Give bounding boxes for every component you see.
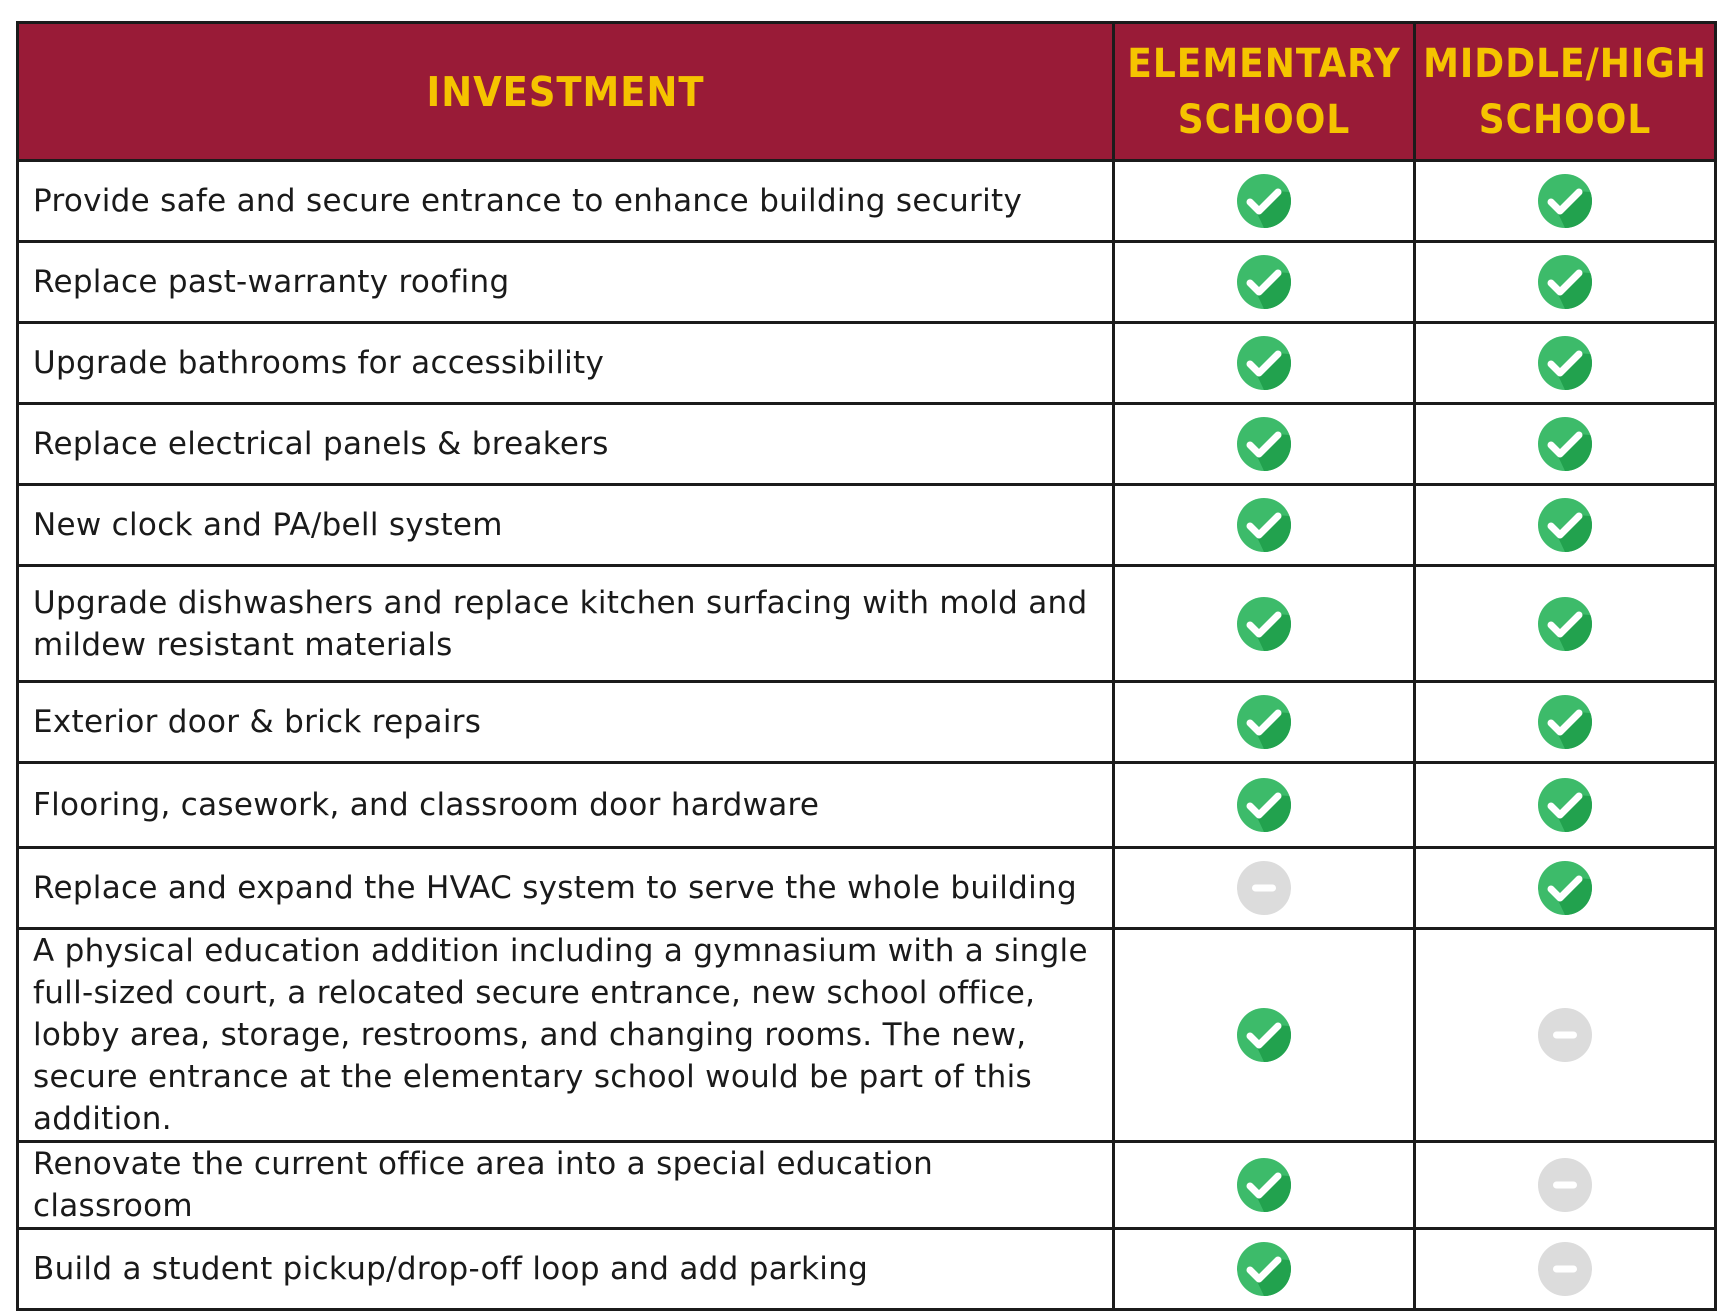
minus-icon xyxy=(1535,1155,1595,1215)
table-row xyxy=(18,485,1716,566)
check-icon xyxy=(1234,414,1294,474)
check-icon xyxy=(1234,1005,1294,1065)
minus-icon xyxy=(1535,1239,1595,1299)
check-icon xyxy=(1535,171,1595,231)
check-icon xyxy=(1234,171,1294,231)
check-icon xyxy=(1535,692,1595,752)
check-icon xyxy=(1234,1239,1294,1299)
table-row xyxy=(18,763,1716,848)
header-investment: INVESTMENT xyxy=(18,23,1114,161)
middle-high-school-cell xyxy=(1415,323,1716,404)
middle-high-school-cell xyxy=(1415,1229,1716,1310)
check-icon xyxy=(1234,495,1294,555)
table-body xyxy=(18,161,1716,1310)
table-row xyxy=(18,1142,1716,1229)
middle-high-school-cell xyxy=(1415,161,1716,242)
header-middle-high-school: MIDDLE/HIGH SCHOOL xyxy=(1415,23,1716,161)
check-icon xyxy=(1535,333,1595,393)
middle-high-school-cell xyxy=(1415,682,1716,763)
check-icon xyxy=(1535,594,1595,654)
middle-high-school-cell xyxy=(1415,848,1716,929)
table-row xyxy=(18,161,1716,242)
table-row xyxy=(18,929,1716,1142)
check-icon xyxy=(1234,775,1294,835)
check-icon xyxy=(1535,495,1595,555)
table-row xyxy=(18,404,1716,485)
check-icon xyxy=(1535,414,1595,474)
check-icon xyxy=(1535,775,1595,835)
elementary-school-cell xyxy=(1114,566,1415,682)
elementary-school-cell xyxy=(1114,485,1415,566)
elementary-school-cell xyxy=(1114,1229,1415,1310)
minus-icon xyxy=(1535,1005,1595,1065)
check-icon xyxy=(1234,1155,1294,1215)
elementary-school-cell xyxy=(1114,682,1415,763)
elementary-school-cell xyxy=(1114,242,1415,323)
investment-item: New clock and PA/bell system xyxy=(18,485,1114,566)
check-icon xyxy=(1535,252,1595,312)
investment-item: Build a student pickup/drop-off loop and add parking xyxy=(18,1229,1114,1310)
investment-item: Replace past-warranty roofing xyxy=(18,242,1114,323)
table-row xyxy=(18,1229,1716,1310)
middle-high-school-cell xyxy=(1415,763,1716,848)
elementary-school-cell xyxy=(1114,161,1415,242)
header-elementary-school: ELEMENTARY SCHOOL xyxy=(1114,23,1415,161)
investment-item: Flooring, casework, and classroom door hardware xyxy=(18,763,1114,848)
header-row xyxy=(18,23,1716,161)
investment-item: Provide safe and secure entrance to enhance building security xyxy=(18,161,1114,242)
investment-table xyxy=(16,21,1713,1311)
elementary-school-cell xyxy=(1114,848,1415,929)
middle-high-school-cell xyxy=(1415,566,1716,682)
investment-item: Exterior door & brick repairs xyxy=(18,682,1114,763)
middle-high-school-cell xyxy=(1415,929,1716,1142)
investment-item: A physical education addition including a gymnasium with a single full-sized court, a relocated secure entrance, new school office, lobby area, storage, restrooms, and changing rooms. The new, secure entrance at the elementary school would be part of this addition. xyxy=(18,929,1114,1142)
investment-item: Upgrade dishwashers and replace kitchen surfacing with mold and mildew resistant materials xyxy=(18,566,1114,682)
middle-high-school-cell xyxy=(1415,485,1716,566)
investment-item: Replace and expand the HVAC system to serve the whole building xyxy=(18,848,1114,929)
check-icon xyxy=(1535,858,1595,918)
elementary-school-cell xyxy=(1114,929,1415,1142)
elementary-school-cell xyxy=(1114,404,1415,485)
table-row xyxy=(18,848,1716,929)
check-icon xyxy=(1234,692,1294,752)
table-row xyxy=(18,566,1716,682)
middle-high-school-cell xyxy=(1415,404,1716,485)
check-icon xyxy=(1234,594,1294,654)
middle-high-school-cell xyxy=(1415,1142,1716,1229)
investment-item: Upgrade bathrooms for accessibility xyxy=(18,323,1114,404)
check-icon xyxy=(1234,252,1294,312)
middle-high-school-cell xyxy=(1415,242,1716,323)
table-row xyxy=(18,242,1716,323)
table-row xyxy=(18,323,1716,404)
investment-item: Renovate the current office area into a special education classroom xyxy=(18,1142,1114,1229)
check-icon xyxy=(1234,333,1294,393)
elementary-school-cell xyxy=(1114,1142,1415,1229)
elementary-school-cell xyxy=(1114,323,1415,404)
elementary-school-cell xyxy=(1114,763,1415,848)
table-row xyxy=(18,682,1716,763)
investment-item: Replace electrical panels & breakers xyxy=(18,404,1114,485)
minus-icon xyxy=(1234,858,1294,918)
